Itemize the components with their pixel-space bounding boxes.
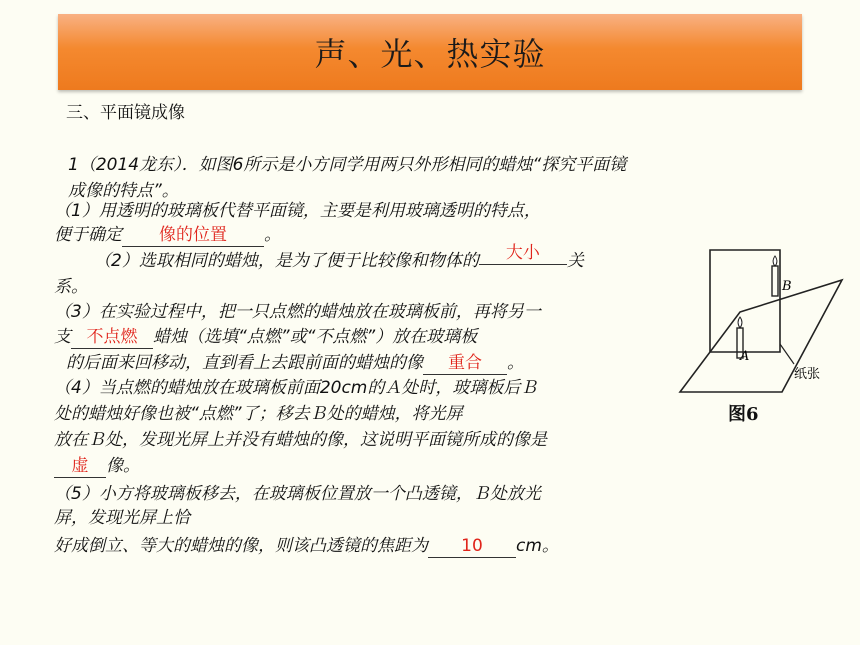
q1-answer: 像的位置: [122, 224, 264, 247]
question-intro-line2: 成像的特点”。: [68, 181, 179, 201]
q5-answer: 10: [428, 535, 516, 558]
q4-line1: （4）当点燃的蜡烛放在玻璃板前面20cm的Ａ处时，玻璃板后Ｂ: [54, 378, 538, 398]
q3-prefix: 支: [54, 327, 71, 347]
section-title: 三、平面镜成像: [66, 103, 185, 123]
q2-line1: [94, 243, 584, 274]
q2-suffix: 关: [566, 251, 584, 271]
label-paper: 纸张: [794, 367, 821, 382]
q1-line1: （1）用透明的玻璃板代替平面镜，主要是利用玻璃透明的特点，: [54, 201, 541, 221]
q3-line3-suffix: 。: [507, 353, 524, 373]
q5-prefix: 好成倒立、等大的蜡烛的像，则该凸透镜的焦距为: [54, 536, 428, 556]
q2-answer: 大小: [479, 242, 567, 265]
candle-a-flame-icon: [738, 317, 742, 328]
q3-line1: （3）在实验过程中，把一只点燃的蜡烛放在玻璃板前，再将另一: [54, 302, 541, 322]
q2-prefix: （2）选取相同的蜡烛，是为了便于比较像和物体的: [94, 251, 479, 271]
q4-line4: [54, 453, 140, 479]
candle-b-flame-icon: [773, 256, 777, 266]
figure-6-diagram: [676, 232, 846, 432]
label-b: B: [782, 279, 792, 294]
page-title: 声、光、热实验: [314, 35, 546, 73]
q4-answer: 虚: [54, 455, 106, 478]
q3-answer: 不点燃: [71, 326, 153, 349]
q1-prefix: 便于确定: [54, 225, 122, 245]
q1-line2: [54, 222, 281, 248]
q3-line3: [66, 350, 524, 376]
q3-line3-prefix: 的后面来回移动，直到看上去跟前面的蜡烛的像: [66, 353, 423, 373]
q4-suffix: 像。: [106, 456, 140, 476]
paper-pointer-line: [780, 344, 794, 364]
q3-answer2: 重合: [423, 352, 507, 375]
q2-line2: 系。: [54, 277, 88, 297]
title-banner: [58, 14, 802, 90]
q1-suffix: 。: [264, 225, 281, 245]
question-intro-line1: 1（2014龙东）．如图6所示是小方同学用两只外形相同的蜡烛“探究平面镜: [68, 155, 627, 175]
figure-caption: 图6: [728, 404, 759, 425]
q3-line2: [54, 324, 477, 350]
q4-line3: 放在Ｂ处，发现光屏上并没有蜡烛的像，这说明平面镜所成的像是: [54, 430, 547, 450]
q3-suffix: 蜡烛（选填“点燃”或“不点燃”）放在玻璃板: [153, 327, 478, 347]
q5-suffix: cm。: [516, 536, 559, 556]
candle-b: [772, 266, 778, 296]
q4-line2: 处的蜡烛好像也被“点燃”了；移去Ｂ处的蜡烛，将光屏: [54, 404, 463, 424]
q5-line2: 屏，发现光屏上恰: [54, 508, 190, 528]
label-a: A: [740, 349, 750, 364]
q5-line3: [54, 533, 559, 559]
q5-line1: （5）小方将玻璃板移去，在玻璃板位置放一个凸透镜，Ｂ处放光: [54, 484, 541, 504]
